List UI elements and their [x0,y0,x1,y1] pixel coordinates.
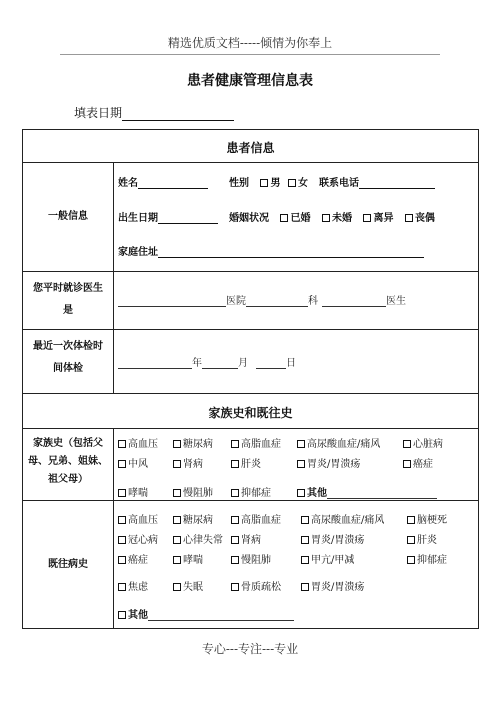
checkup-year-field[interactable] [118,357,192,369]
checkup-label: 最近一次体检时 间体检 [33,341,103,374]
fill-date-field[interactable] [122,107,234,121]
phone-label: 联系电话 [319,178,359,189]
checkbox-icon[interactable] [118,583,126,591]
phone-field[interactable] [359,177,435,189]
gender-label: 性别 [229,178,249,189]
checkup-date-row [118,354,296,369]
past-option[interactable]: 抑郁症 [407,551,447,566]
checkbox-icon[interactable] [231,556,239,564]
section-title-patient-info: 患者信息 [226,141,275,155]
hospital-label: 医院 [226,296,246,307]
gender-option-male[interactable]: 男 [260,178,280,189]
family-option[interactable]: 胃炎/胃溃疡 [297,455,360,470]
dob-field[interactable] [158,212,218,224]
past-option[interactable]: 高脂血症 [231,511,281,526]
gender-option-female[interactable]: 女 [288,178,308,189]
checkbox-icon[interactable] [118,611,126,619]
checkbox-icon[interactable] [297,460,305,468]
checkbox-icon[interactable] [173,516,181,524]
checkbox-icon[interactable] [173,460,181,468]
marital-label: 婚姻状况 [229,213,269,224]
hospital-field[interactable] [118,295,226,307]
department-label: 科 [308,296,318,307]
checkbox-icon[interactable] [405,214,413,222]
past-option[interactable]: 骨质疏松 [231,578,281,593]
patient-form-table [22,129,479,629]
address-label: 家庭住址 [118,247,158,258]
family-option[interactable]: 高脂血症 [231,435,281,450]
row-divider [23,271,478,272]
month-label: 月 [238,358,248,369]
year-label: 年 [192,358,202,369]
checkbox-icon[interactable] [363,214,371,222]
fill-date-row [74,104,234,121]
family-option[interactable]: 中风 [118,455,148,470]
general-info-label: 一般信息 [48,211,88,222]
checkbox-icon[interactable] [407,516,415,524]
family-other-field[interactable] [327,487,437,499]
dob-label: 出生日期 [118,213,158,224]
checkbox-icon[interactable] [118,536,126,544]
checkbox-icon[interactable] [173,536,181,544]
name-field[interactable] [138,177,208,189]
name-field-row [118,174,208,189]
checkbox-icon[interactable] [403,460,411,468]
past-option[interactable]: 高尿酸血症/痛风 [301,511,384,526]
family-option[interactable]: 抑郁症 [231,484,271,499]
checkbox-icon[interactable] [288,179,296,187]
past-option[interactable]: 冠心病 [118,531,158,546]
marital-row [229,209,435,224]
checkbox-icon[interactable] [118,440,126,448]
doctor-label: 您平时就诊医生 是 [33,283,103,316]
phone-row [319,174,435,189]
checkbox-icon[interactable] [297,489,305,497]
checkbox-icon[interactable] [173,556,181,564]
marital-option-married[interactable]: 已婚 [280,213,310,224]
family-option[interactable]: 哮喘 [118,484,148,499]
header-divider [60,54,440,55]
address-field[interactable] [158,246,424,258]
checkbox-icon[interactable] [301,583,309,591]
past-option[interactable]: 高血压 [118,511,158,526]
past-option[interactable]: 甲亢/甲减 [301,551,354,566]
dob-row [118,209,218,224]
checkbox-icon[interactable] [301,536,309,544]
past-option[interactable]: 慢阻肺 [231,551,271,566]
checkbox-icon[interactable] [301,556,309,564]
checkbox-icon[interactable] [407,536,415,544]
family-option[interactable]: 高尿酸血症/痛风 [297,435,380,450]
past-option[interactable]: 癌症 [118,551,148,566]
checkbox-icon[interactable] [173,583,181,591]
doctor-name-field[interactable] [322,295,386,307]
checkbox-icon[interactable] [173,440,181,448]
family-option[interactable]: 癌症 [403,455,433,470]
section-title-history: 家族史和既往史 [208,406,293,420]
page-footer: 专心---专注---专业 [201,642,299,656]
past-option[interactable]: 焦虑 [118,578,148,593]
checkbox-icon[interactable] [231,536,239,544]
family-option[interactable]: 慢阻肺 [173,484,213,499]
past-option[interactable]: 哮喘 [173,551,203,566]
family-option-other[interactable]: 其他 [297,484,437,499]
checkbox-icon[interactable] [118,460,126,468]
checkbox-icon[interactable] [260,179,268,187]
checkbox-icon[interactable] [173,489,181,497]
marital-option-widowed[interactable]: 丧偶 [405,213,435,224]
checkbox-icon[interactable] [301,516,309,524]
row-divider [23,329,478,330]
row-divider [23,428,478,429]
past-history-label: 既往病史 [48,559,88,570]
family-option[interactable]: 高血压 [118,435,158,450]
family-option[interactable]: 肾病 [173,455,203,470]
column-divider [113,162,114,393]
past-option[interactable]: 失眠 [173,578,203,593]
family-option[interactable]: 糖尿病 [173,435,213,450]
checkbox-icon[interactable] [407,556,415,564]
family-option[interactable]: 心脏病 [403,435,443,450]
checkup-month-field[interactable] [202,357,238,369]
checkbox-icon[interactable] [231,460,239,468]
row-divider [23,393,478,394]
past-option[interactable]: 胃炎/胃溃疡 [301,578,364,593]
fill-date-label: 填表日期 [74,106,123,120]
row-divider [23,162,478,163]
past-option[interactable]: 肝炎 [407,531,437,546]
checkbox-icon[interactable] [297,440,305,448]
gender-row [229,174,308,189]
form-title: 患者健康管理信息表 [187,73,313,89]
address-row [118,243,424,258]
checkbox-icon[interactable] [118,556,126,564]
checkbox-icon[interactable] [231,583,239,591]
past-option[interactable]: 胃炎/胃溃疡 [301,531,364,546]
marital-option-single[interactable]: 未婚 [322,213,352,224]
checkbox-icon[interactable] [231,489,239,497]
checkup-day-field[interactable] [256,357,286,369]
doctor-name-label: 医生 [386,296,406,307]
past-option-other[interactable]: 其他 [118,606,294,621]
marital-option-divorced[interactable]: 离异 [363,213,393,224]
page-header: 精选优质文档-----倾情为你奉上 [167,36,333,50]
past-option[interactable]: 脑梗死 [407,511,447,526]
checkbox-icon[interactable] [403,440,411,448]
department-field[interactable] [246,295,308,307]
doctor-row [118,292,406,307]
checkbox-icon[interactable] [280,214,288,222]
checkbox-icon[interactable] [231,516,239,524]
column-divider [113,428,114,629]
past-other-field[interactable] [148,609,294,621]
row-divider [23,500,478,501]
checkbox-icon[interactable] [322,214,330,222]
name-label: 姓名 [118,178,138,189]
past-option[interactable]: 糖尿病 [173,511,213,526]
past-option[interactable]: 肾病 [231,531,261,546]
checkbox-icon[interactable] [118,516,126,524]
past-option[interactable]: 心律失常 [173,531,223,546]
family-option[interactable]: 肝炎 [231,455,261,470]
checkbox-icon[interactable] [118,489,126,497]
checkbox-icon[interactable] [231,440,239,448]
family-history-label: 家族史（包括父 母、兄弟、姐妹、 祖父母） [28,438,108,485]
day-label: 日 [286,358,296,369]
